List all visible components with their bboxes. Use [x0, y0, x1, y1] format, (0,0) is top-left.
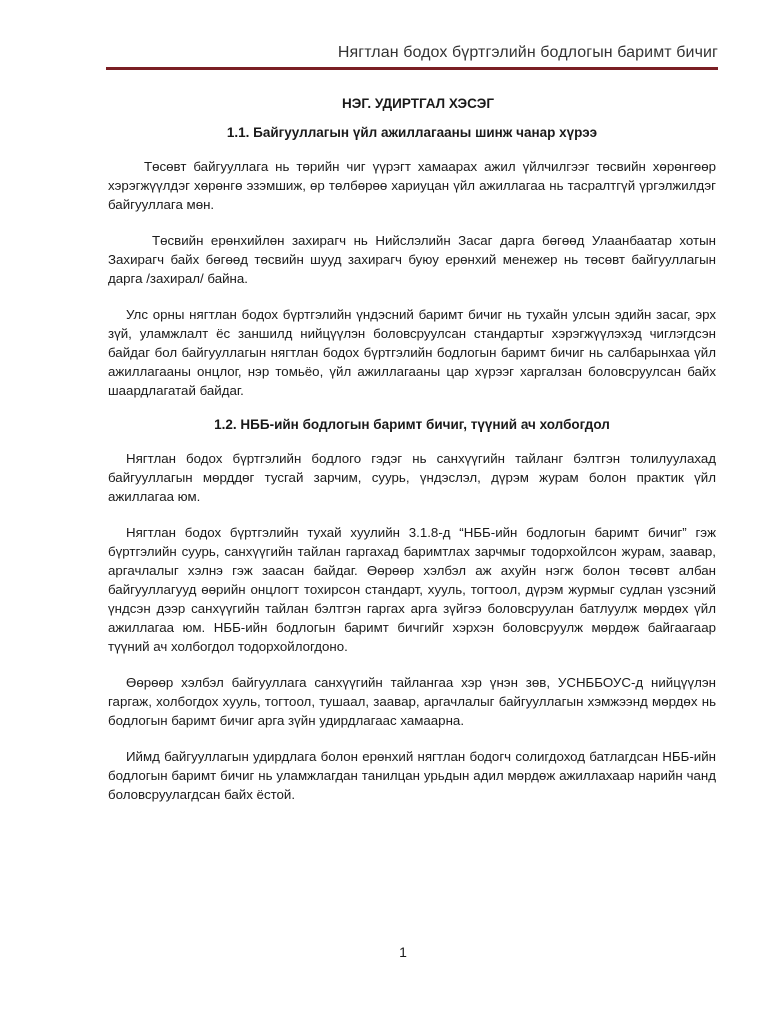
paragraph: Улс орны нягтлан бодох бүртгэлийн үндэсний баримт бичиг нь тухайн улсын эдийн засаг, эрх зүй, уламжлалт ёс заншилд нийцүүлэн боловсруулсан стандартыг хэрэгжүүлэхэд чиглэгдсэн байдаг бол байгууллагын нягтлан бодох бүртгэлийн бодлогын баримт бичиг нь салбарынхаа үйл ажиллагааны онцлог, нэр томьёо, үйл ажиллагааны цар хүрээг харгалзан боловсруулсан байх шаардлагатай байдаг.: [108, 307, 716, 398]
subsection-title-1-2: 1.2. НББ-ийн бодлогын баримт бичиг, түүний ач холбогдол: [214, 417, 610, 432]
page-number: 1: [399, 944, 407, 960]
paragraph: Нягтлан бодох бүртгэлийн тухай хуулийн 3.1.8-д “НББ-ийн бодлогын баримт бичиг” гэж бүртгэлийн суурь, санхүүгийн тайлан гаргахад баримтлах зарчмыг тодорхойлсон журам, заавар, аргачлалыг хэлнэ гэж заасан байдаг. Өөрөөр хэлбэл аж ахуйн нэгж болон төсөвт албан байгууллагууд өөрийн онцлогт тохирсон стандарт, хууль, тогтоол, дүрэм журмыг судлан үзсэний үндсэн дээр санхүүгийн тайлан бэлтгэн гаргах арга зүйгээ боловсруулан батлуулж мөрдөх үйл ажиллагаа юм. НББ-ийн бодлогын баримт бичгийг хэрхэн боловсруулж мөрдөж байгаагаар түүний ач холбогдол тодорхойлогдоно.: [108, 525, 716, 654]
paragraph: Нягтлан бодох бүртгэлийн бодлого гэдэг нь санхүүгийн тайланг бэлтгэн толилуулахад байгууллагын мөрддөг тусгай зарчим, суурь, үндэслэл, дүрэм журам болон практик үйл ажиллагаа юм.: [108, 451, 716, 504]
header-rule: [106, 67, 718, 70]
paragraph: Төсвийн ерөнхийлөн захирагч нь Нийслэлийн Засаг дарга бөгөөд Улаанбаатар хотын Захирагч байх бөгөөд төсвийн шууд захирагч буюу ерөнхий менежер нь төсөвт байгууллагын дарга /захирал/ байна.: [108, 233, 716, 286]
subsection-title-1-1: 1.1. Байгууллагын үйл ажиллагааны шинж чанар хүрээ: [226, 125, 598, 140]
paragraph: Төсөвт байгууллага нь төрийн чиг үүрэгт хамаарах ажил үйлчилгээг төсвийн хөрөнгөөр хэрэгжүүлдэг хөрөнгө эзэмшиж, өр төлбөрөө хариуцан үйл ажиллагаа нь тасралтгүй үргэлжилдэг байгууллага мөн.: [108, 159, 716, 212]
section-title: НЭГ. УДИРТГАЛ ХЭСЭГ: [342, 96, 494, 111]
paragraph: Иймд байгууллагын удирдлага болон ерөнхий нягтлан бодогч солигдоход батлагдсан НББ-ийн бодлогын баримт бичиг нь уламжлагдан танилцан урьдын адил мөрдөж ажиллахаар нарийн чанд боловсруулагдсан байх ёстой.: [108, 749, 716, 802]
document-body: [108, 96, 716, 821]
running-header: Нягтлан бодох бүртгэлийн бодлогын баримт бичиг: [337, 44, 718, 61]
paragraph: Өөрөөр хэлбэл байгууллага санхүүгийн тайлангаа хэр үнэн зөв, УСНББОУС-д нийцүүлэн гаргаж, холбогдох хууль, тогтоол, тушаал, заавар, аргачлалыг байгууллагын хэмжээнд мөрдөх нь бодлогын баримт бичиг арга зүйн удирдлагаас хамаарна.: [108, 675, 716, 728]
